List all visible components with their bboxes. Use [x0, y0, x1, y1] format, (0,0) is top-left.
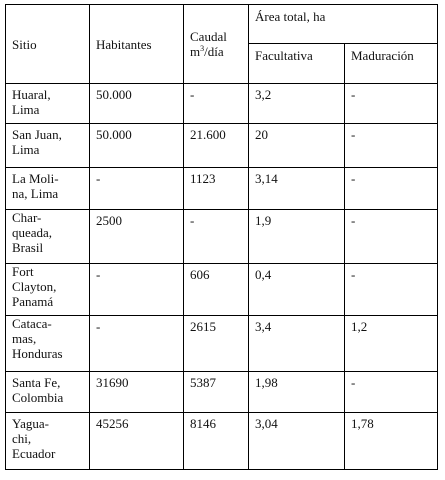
header-maduracion: Maduración — [345, 44, 438, 84]
cell-habitantes: - — [90, 168, 184, 210]
cell-sitio: Char- queada, Brasil — [6, 210, 90, 264]
table-row — [6, 124, 438, 168]
header-sitio: Sitio — [6, 5, 90, 84]
cell-habitantes: 2500 — [90, 210, 184, 264]
cell-facultativa: 3,04 — [249, 413, 345, 470]
cell-maduracion: 1,2 — [345, 316, 438, 372]
cell-facultativa: 1,9 — [249, 210, 345, 264]
cell-sitio: Yagua- chi, Ecuador — [6, 413, 90, 470]
cell-facultativa: 3,4 — [249, 316, 345, 372]
cell-facultativa: 0,4 — [249, 264, 345, 316]
cell-caudal: 21.600 — [184, 124, 249, 168]
cell-habitantes: 50.000 — [90, 124, 184, 168]
cell-maduracion: - — [345, 168, 438, 210]
cell-sitio: San Juan, Lima — [6, 124, 90, 168]
cell-facultativa: 1,98 — [249, 372, 345, 413]
cell-caudal: 606 — [184, 264, 249, 316]
cell-caudal: - — [184, 84, 249, 124]
cell-maduracion: - — [345, 264, 438, 316]
header-facultativa: Facultativa — [249, 44, 345, 84]
cell-facultativa: 20 — [249, 124, 345, 168]
cell-sitio: Santa Fe, Colombia — [6, 372, 90, 413]
cell-caudal: 8146 — [184, 413, 249, 470]
cell-caudal: 2615 — [184, 316, 249, 372]
header-row — [6, 5, 438, 44]
table-row — [6, 264, 438, 316]
data-table — [5, 4, 438, 470]
cell-sitio: La Moli- na, Lima — [6, 168, 90, 210]
cell-habitantes: 45256 — [90, 413, 184, 470]
table-row — [6, 84, 438, 124]
cell-maduracion: - — [345, 124, 438, 168]
cell-habitantes: - — [90, 316, 184, 372]
cell-facultativa: 3,14 — [249, 168, 345, 210]
cell-sitio: Fort Clayton, Panamá — [6, 264, 90, 316]
table-row — [6, 316, 438, 372]
cell-habitantes: 31690 — [90, 372, 184, 413]
cell-sitio: Cataca- mas, Honduras — [6, 316, 90, 372]
header-habitantes: Habitantes — [90, 5, 184, 84]
cell-maduracion: - — [345, 210, 438, 264]
cell-facultativa: 3,2 — [249, 84, 345, 124]
cell-maduracion: - — [345, 84, 438, 124]
table-row — [6, 210, 438, 264]
cell-sitio: Huaral, Lima — [6, 84, 90, 124]
cell-caudal: - — [184, 210, 249, 264]
table-row — [6, 168, 438, 210]
header-caudal: Caudal $m^3$/día — [184, 5, 249, 84]
cell-caudal: 1123 — [184, 168, 249, 210]
cell-maduracion: - — [345, 372, 438, 413]
cell-maduracion: 1,78 — [345, 413, 438, 470]
table-row — [6, 372, 438, 413]
cell-habitantes: 50.000 — [90, 84, 184, 124]
cell-caudal: 5387 — [184, 372, 249, 413]
table-row — [6, 413, 438, 470]
cell-habitantes: - — [90, 264, 184, 316]
header-area-total: Área total, ha — [249, 5, 438, 44]
